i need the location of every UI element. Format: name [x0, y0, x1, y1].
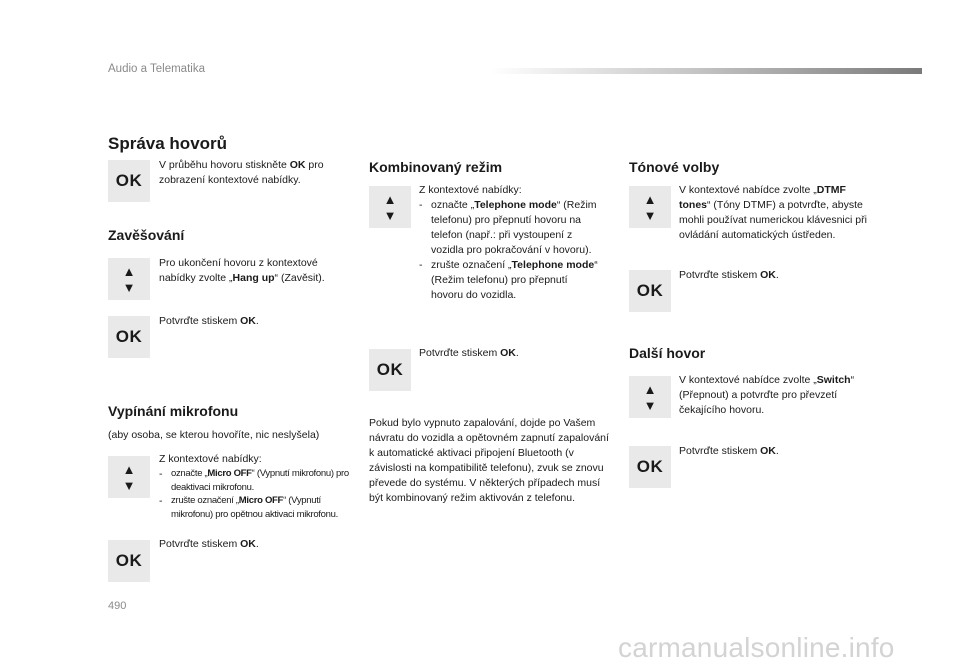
section-title-next-call: Další hovor	[629, 345, 706, 361]
arrow-down-icon: ▼	[643, 397, 657, 413]
dtmf-confirm-text: Potvrďte stiskem OK.	[679, 269, 779, 281]
hangup-confirm-text: Potvrďte stiskem OK.	[159, 315, 259, 327]
next-call-text: V kontextové nabídce zvolte „Switch“ (Přepnout) a potvrďte pro převzetí čekajícího hovoru.	[679, 374, 855, 416]
ok-button-icon	[629, 446, 671, 488]
next-call-confirm-text: Potvrďte stiskem OK.	[679, 445, 779, 457]
mic-confirm-text: Potvrďte stiskem OK.	[159, 538, 259, 550]
ok-label: OK	[636, 281, 664, 300]
arrow-up-icon: ▲	[643, 381, 657, 397]
section-title-hangup: Zavěšování	[108, 227, 185, 243]
combined-bullet-2: - zrušte označení „Telephone mode“ (Režim telefonu) pro přepnutí hovoru do vozidla.	[419, 259, 598, 301]
ok-button-icon	[108, 316, 150, 358]
arrow-down-icon: ▼	[122, 477, 136, 493]
combined-confirm-text: Potvrďte stiskem OK.	[419, 347, 519, 359]
ok-button-icon	[369, 349, 411, 391]
mic-menu-intro: Z kontextové nabídky:	[159, 453, 262, 465]
mic-note: (aby osoba, se kterou hovoříte, nic neslyšela)	[108, 429, 320, 441]
page-title: Správa hovorů	[108, 134, 228, 153]
header-rule	[490, 68, 922, 74]
dtmf-text: V kontextové nabídce zvolte „DTMF tones“ (Tóny DTMF) a potvrďte, abyste mohli používat numerickou klávesnici při ovládání automatických ústředen.	[679, 184, 867, 241]
mic-bullet-1: - označte „Micro OFF“ (Vypnutí mikrofonu) pro deaktivaci mikrofonu.	[159, 468, 349, 493]
ok-button-icon	[629, 270, 671, 312]
arrow-up-icon: ▲	[122, 461, 136, 477]
arrow-down-icon: ▼	[383, 207, 397, 223]
up-down-arrows-icon	[369, 186, 411, 228]
arrow-down-icon: ▼	[643, 207, 657, 223]
up-down-arrows-icon	[108, 258, 150, 300]
ok-label: OK	[115, 171, 143, 190]
watermark: carmanualsonline.info	[618, 632, 895, 663]
ok-button-icon	[108, 540, 150, 582]
combined-note: Pokud bylo vypnuto zapalování, dojde po Vašem návratu do vozidla a opětovném zapnutí zapalování k automatické aktivaci připojení Bluetooth (v závislosti na kompatibilitě telefonu), zvuk se znovu převede do systému. V některých případech musí být kombinovaný režim aktivován z telefonu.	[369, 417, 609, 504]
up-down-arrows-icon	[629, 376, 671, 418]
up-down-arrows-icon	[629, 186, 671, 228]
arrow-up-icon: ▲	[122, 263, 136, 279]
ok-label: OK	[115, 327, 143, 346]
ok-button-icon	[108, 160, 150, 202]
mic-menu	[159, 452, 354, 521]
mic-bullet-2: - zrušte označení „Micro OFF“ (Vypnutí mikrofonu) pro opětnou aktivaci mikrofonu.	[159, 495, 338, 520]
page-number: 490	[108, 600, 127, 612]
combined-bullet-1: - označte „Telephone mode“ (Režim telefonu) pro přepnutí hovoru na telefon (např.: při vystoupení z vozidla pro pokračování v hovoru).	[419, 199, 597, 256]
header-title: Audio a Telematika	[108, 63, 205, 75]
arrow-up-icon: ▲	[383, 191, 397, 207]
ok-label: OK	[115, 551, 143, 570]
up-down-arrows-icon	[108, 456, 150, 498]
section-title-mic: Vypínání mikrofonu	[108, 403, 239, 419]
combined-menu	[419, 183, 599, 303]
ok-label: OK	[636, 457, 664, 476]
arrow-down-icon: ▼	[122, 279, 136, 295]
intro-text: V průběhu hovoru stiskněte OK pro zobrazení kontextové nabídky.	[159, 159, 324, 186]
section-title-combined: Kombinovaný režim	[369, 159, 503, 175]
combined-menu-intro: Z kontextové nabídky:	[419, 184, 522, 196]
hangup-text: Pro ukončení hovoru z kontextové nabídky zvolte „Hang up“ (Zavěsit).	[159, 257, 325, 284]
ok-label: OK	[376, 360, 404, 379]
section-title-dtmf: Tónové volby	[629, 159, 720, 175]
arrow-up-icon: ▲	[643, 191, 657, 207]
